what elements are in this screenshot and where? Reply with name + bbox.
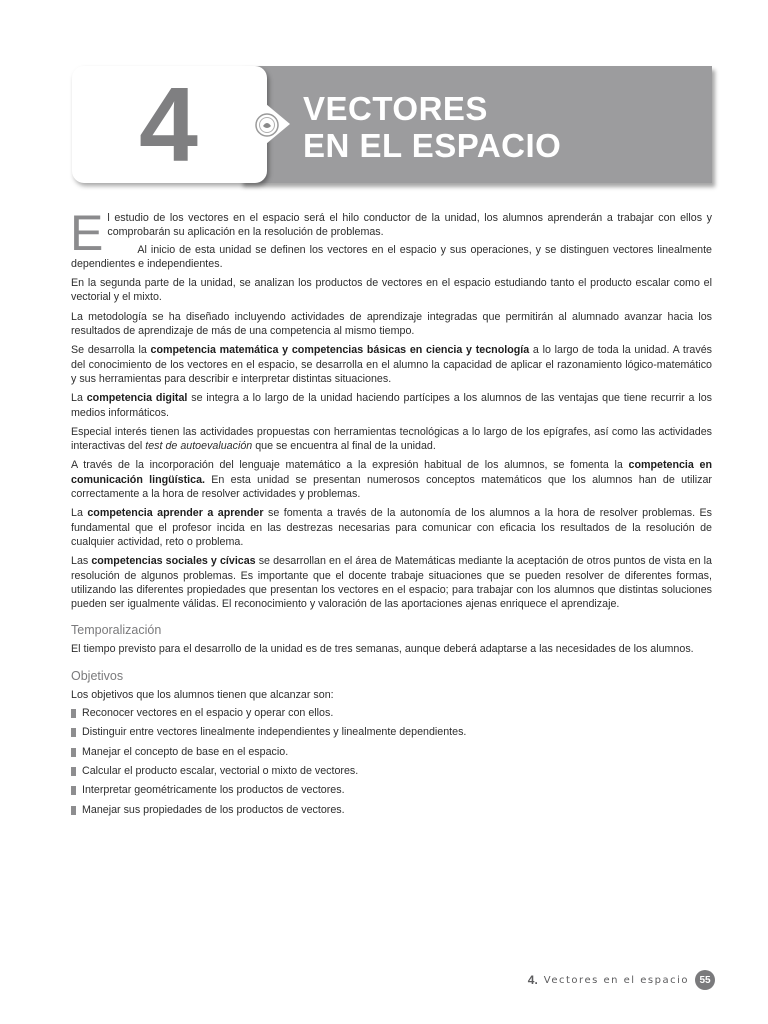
intro-paragraph-2: Al inicio de esta unidad se definen los vectores en el espacio y sus operaciones, y se distinguen vectores linealmente dependientes e independientes. xyxy=(71,243,712,270)
p5-emphasis: competencia matemática y competencias básicas en ciencia y tecnología xyxy=(150,344,530,357)
chapter-title-line-2: EN EL ESPACIO xyxy=(303,127,562,164)
p7-italic: test de autoevaluación xyxy=(145,440,253,453)
objective-item xyxy=(71,803,712,817)
bullet-icon xyxy=(71,786,76,795)
p7-text-a: Especial interés tienen las actividades propuestas con herramientas tecnológicas a lo largo de los epígrafes, así como las actividades interactivas del xyxy=(71,425,712,453)
objective-text: Interpretar geométricamente los productos de vectores. xyxy=(82,784,345,797)
page-footer xyxy=(528,970,715,990)
intro-paragraph-5 xyxy=(71,343,712,386)
page-number: 55 xyxy=(695,970,715,990)
p7-text-c: que se encuentra al final de la unidad. xyxy=(252,440,436,453)
bullet-icon xyxy=(71,806,76,815)
objective-text: Distinguir entre vectores linealmente independientes y linealmente dependientes. xyxy=(82,726,467,739)
temporalizacion-text: El tiempo previsto para el desarrollo de la unidad es de tres semanas, aunque deberá adaptarse a las necesidades de los alumnos. xyxy=(71,643,694,656)
intro-paragraph-1-text: l estudio de los vectores en el espacio será el hilo conductor de la unidad, los alumnos aprenderán a trabajar con ellos y comprobarán su aplicación en la resolución de problemas. xyxy=(107,212,712,239)
p8-emphasis: competencia en comunicación lingüística. xyxy=(71,459,712,486)
p9-emphasis: competencia aprender a aprender xyxy=(87,507,264,520)
p5-text-c: a lo largo de toda la unidad. A través del conocimiento de los vectores en el espacio, se desarrolla en el alumno la capacidad de aplicar el razonamiento lógico-matemático y sus herramientas para describir e interpretar distintas situaciones. xyxy=(71,344,712,385)
footer-chapter-title: Vectores en el espacio xyxy=(543,974,689,986)
intro-paragraph-4: La metodología se ha diseñado incluyendo actividades de aprendizaje integradas que permitirán al alumnado avanzar hacia los resultados de aprendizaje de más de una competencia al mismo tiempo. xyxy=(71,310,712,338)
bullet-icon xyxy=(71,767,76,776)
temporalizacion-heading: Temporalización xyxy=(71,623,162,638)
p6-emphasis: competencia digital xyxy=(86,392,188,405)
objectives-list xyxy=(71,706,712,817)
p8-text-c: En esta unidad se presentan numerosos conceptos matemáticos que los alumnos han de utilizar correctamente a la hora de resolver actividades y problemas. xyxy=(71,473,712,501)
body-content xyxy=(70,205,712,822)
objetivos-intro: Los objetivos que los alumnos tienen que alcanzar son: xyxy=(71,688,334,701)
p8-text-a: A través de la incorporación del lenguaje matemático a la expresión habitual de los alumnos, se fomenta la xyxy=(71,459,629,472)
chapter-number: 4 xyxy=(139,65,198,184)
intro-paragraph-10 xyxy=(71,554,712,611)
bullet-icon xyxy=(71,728,76,737)
p5-text-a: Se desarrolla la xyxy=(71,344,151,357)
p10-text-c: se desarrollan en el área de Matemáticas mediante la aceptación de otros puntos de vista en la resolución de algunos problemas. Es importante que el docente trabaje situaciones que se pueden resolver de diferentes formas, utilizando las diferentes propiedades que presentan los vectores en el espacio; para trabajar con los alumnos que distintas soluciones pueden ser igualmente válidas. El reconocimiento y valoración de las aportaciones ajenas enriquece el aprendizaje. xyxy=(71,555,712,611)
objective-text: Manejar sus propiedades de los productos de vectores. xyxy=(82,803,345,816)
intro-paragraph-3: En la segunda parte de la unidad, se analizan los productos de vectores en el espacio estudiando tanto el producto escalar como el vectorial y el mixto. xyxy=(71,277,712,304)
objective-text: Manejar el concepto de base en el espacio. xyxy=(82,745,289,758)
footer-chapter-number: 4. xyxy=(527,973,538,987)
p6-text-a: La xyxy=(71,392,87,405)
p6-text-c: se integra a lo largo de la unidad haciendo partícipes a los alumnos de las ventajas que tiene recurrir a los medios informáticos. xyxy=(71,392,712,419)
p10-text-a: Las xyxy=(71,555,92,568)
p10-emphasis: competencias sociales y cívicas xyxy=(91,555,256,568)
objective-item xyxy=(71,745,712,759)
p9-text-c: se fomenta a través de la autonomía de los alumnos a la hora de resolver problemas. Es fundamental que el profesor incida en las destrezas necesarias para comunicar con eficacia los resultados de la resolución de cualquier actividad, reto o problema. xyxy=(71,507,712,548)
intro-paragraph-6 xyxy=(71,391,712,420)
objective-item xyxy=(71,725,712,739)
chapter-title-line-1: VECTORES xyxy=(303,90,488,127)
seal-emblem-icon xyxy=(254,112,280,138)
intro-paragraph-9 xyxy=(71,506,712,549)
objective-text: Reconocer vectores en el espacio y operar con ellos. xyxy=(82,707,334,720)
intro-paragraph-8 xyxy=(71,458,712,501)
objective-item xyxy=(71,706,712,720)
bullet-icon xyxy=(71,748,76,757)
p9-text-a: La xyxy=(71,507,88,520)
intro-paragraph-7 xyxy=(71,425,712,454)
objetivos-heading: Objetivos xyxy=(71,668,124,683)
bullet-icon xyxy=(71,709,76,718)
chapter-number-box xyxy=(72,66,267,183)
objective-item xyxy=(71,783,712,797)
chapter-title xyxy=(303,90,561,164)
drop-cap: E xyxy=(70,205,104,261)
objective-text: Calcular el producto escalar, vectorial o mixto de vectores. xyxy=(82,764,359,777)
objective-item xyxy=(71,764,712,778)
